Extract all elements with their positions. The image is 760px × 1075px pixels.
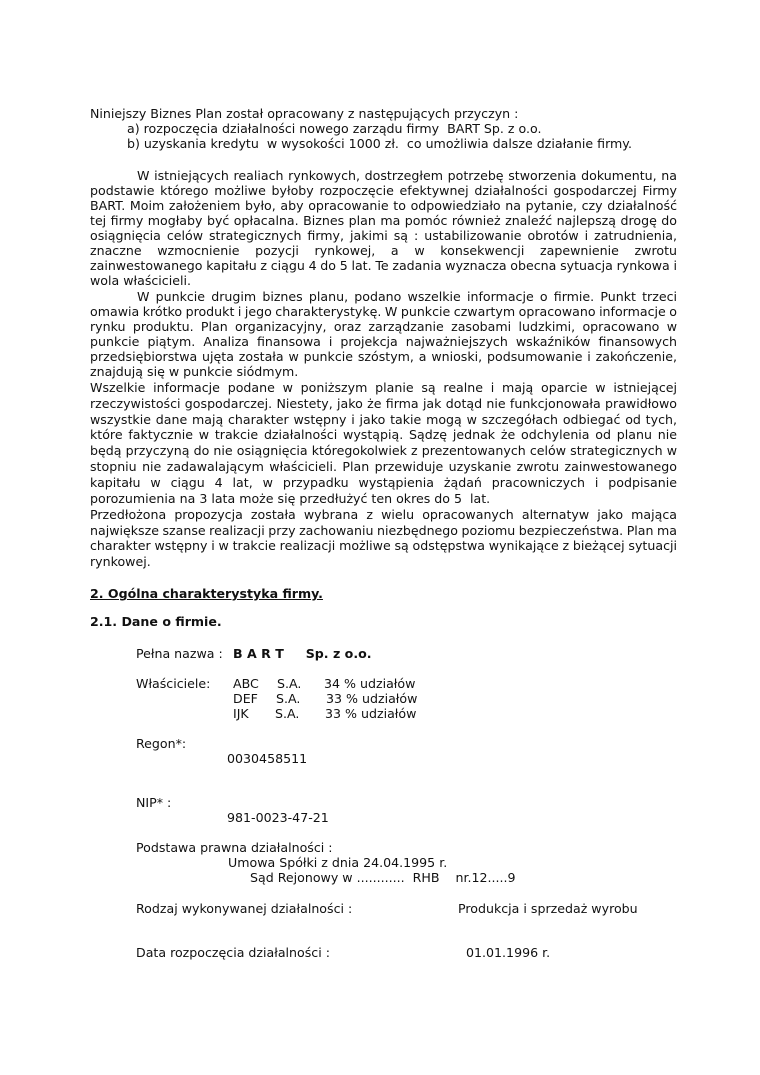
paragraph-line: przedsiębiorstwa ujęta została w punkcie szóstym, a wnioski, podsumowanie i zakończenie,	[90, 349, 677, 364]
owners-label: Właściciele:	[136, 676, 211, 691]
paragraph-line: będą przyczyną do nie osiągnięcia któregokolwiek z prezentowanych celów strategicznych w	[90, 443, 677, 459]
legal-basis-line2: Sąd Rejonowy w ............ RHB nr.12.....9	[250, 870, 516, 885]
regon-value: 0030458511	[227, 751, 308, 766]
legal-basis-label: Podstawa prawna działalności :	[136, 840, 333, 855]
paragraph-line: punkcie piątym. Analiza finansowa i projekcja najważniejszych wskaźników finansowych	[90, 334, 677, 349]
nip-value: 981-0023-47-21	[227, 810, 329, 825]
paragraph-line: znajdują się w punkcie siódmym.	[90, 364, 299, 379]
owner-name: DEF	[233, 691, 258, 706]
paragraph-line: podstawie którego możliwe byłoby rozpoczęcie efektywnej działalności gospodarczej Firmy	[90, 183, 677, 198]
paragraph-line: porozumienia na 3 lata może się przedłużyć ten okres do 5 lat.	[90, 490, 491, 506]
paragraph-line: BART. Moim założeniem było, aby opracowanie to odpowiedziało na pytanie, czy działalność	[90, 198, 677, 213]
paragraph-line: zainwestowanego kapitału z ciągu 4 do 5 lat. Te zadania wyznacza obecna sytuacja rynkowa i	[90, 258, 677, 273]
start-date-value: 01.01.1996 r.	[466, 945, 551, 960]
intro-lead: Niniejszy Biznes Plan został opracowany z następujących przyczyn :	[90, 106, 519, 121]
paragraph-line: rynku produktu. Plan organizacyjny, oraz zarządzanie zasobami ludzkimi, opracowano w	[90, 319, 677, 334]
owner-form: S.A.	[277, 676, 302, 691]
intro-item-a: a) rozpoczęcia działalności nowego zarządu firmy BART Sp. z o.o.	[127, 121, 542, 136]
legal-basis-line1: Umowa Spółki z dnia 24.04.1995 r.	[228, 855, 448, 870]
start-date-label: Data rozpoczęcia działalności :	[136, 945, 330, 960]
paragraph-line: osiągnięcia celów strategicznych firmy, jakimi są : ustabilizowanie obrotów i zatrudnienia,	[90, 228, 677, 243]
paragraph-line: stopniu nie zadawalającym właścicieli. Plan przewiduje uzyskanie zwrotu zainwestowanego	[90, 459, 677, 474]
paragraph-line: znaczne wzmocnienie pozycji rynkowej, a w konsekwencji zapewnienie zwrotu	[90, 243, 677, 258]
full-name-label: Pełna nazwa :	[136, 646, 223, 661]
paragraph-line: wola właścicieli.	[90, 273, 191, 288]
section-heading: 2. Ogólna charakterystyka firmy.	[90, 586, 323, 601]
owner-share: 33 % udziałów	[326, 691, 418, 706]
paragraph-line: wszystkie dane mają charakter wstępny i jako takie mogą w szczegółach odbiegać od tych,	[90, 411, 677, 427]
paragraph-line: kapitału w ciągu 4 lat, w przypadku wystąpienia żądań pracowniczych i podpisanie	[90, 474, 677, 490]
paragraph-line: tej firmy mogłaby być opłacalna. Biznes plan ma pomóc również znaleźć najlepszą drogę do	[90, 213, 677, 228]
paragraph-line: rynkowej.	[90, 553, 151, 569]
owner-form: S.A.	[275, 706, 300, 721]
owner-name: IJK	[233, 706, 249, 721]
regon-label: Regon*:	[136, 736, 187, 751]
activity-label: Rodzaj wykonywanej działalności :	[136, 901, 353, 916]
full-name-value: B A R T Sp. z o.o.	[233, 646, 372, 661]
activity-value: Produkcja i sprzedaż wyrobu	[458, 901, 638, 916]
owner-share: 33 % udziałów	[325, 706, 417, 721]
owner-form: S.A.	[276, 691, 301, 706]
intro-item-b: b) uzyskania kredytu w wysokości 1000 zł. co umożliwia dalsze działanie firmy.	[127, 136, 632, 151]
owner-share: 34 % udziałów	[324, 676, 416, 691]
paragraph-line: charakter wstępny i w trakcie realizacji możliwe są odstępstwa wynikające z bieżącej sytuacji	[90, 538, 677, 554]
subsection-heading: 2.1. Dane o firmie.	[90, 614, 222, 629]
paragraph-line: W punkcie drugim biznes planu, podano wszelkie informacje o firmie. Punkt trzeci	[137, 289, 677, 304]
paragraph-line: omawia krótko produkt i jego charakterystykę. W punkcie czwartym opracowano informacje o	[90, 304, 677, 319]
owner-name: ABC	[233, 676, 259, 691]
paragraph-line: które faktycznie w trakcie działalności wystąpią. Sądzę jednak że odchylenia od planu nie	[90, 427, 677, 443]
paragraph-line: największe szanse realizacji przy zachowaniu niezbędnego poziomu bezpieczeństwa. Plan ma	[90, 522, 677, 538]
paragraph-line: rzeczywistości gospodarczej. Niestety, jako że firma jak dotąd nie funkcjonowała prawidłowo	[90, 395, 677, 411]
nip-label: NIP* :	[136, 795, 172, 810]
paragraph-line: Przedłożona propozycja została wybrana z wielu opracowanych alternatyw jako mająca	[90, 507, 677, 522]
paragraph-line: W istniejących realiach rynkowych, dostrzegłem potrzebę stworzenia dokumentu, na	[137, 168, 677, 183]
paragraph-line: Wszelkie informacje podane w poniższym planie są realne i mają oparcie w istniejącej	[90, 380, 677, 395]
